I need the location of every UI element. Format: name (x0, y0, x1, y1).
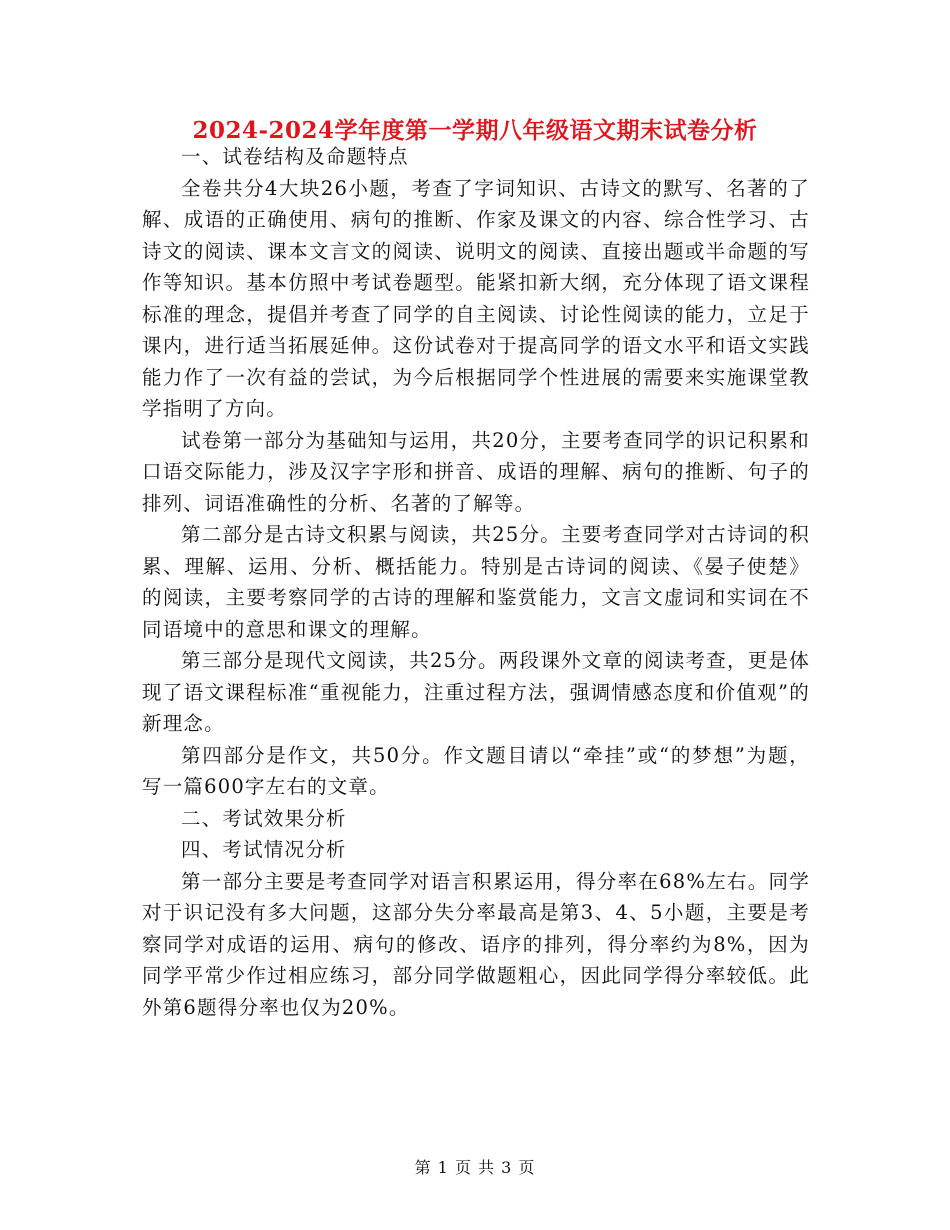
document-title: 2024-2024学年度第一学期八年级语文期末试卷分析 (192, 117, 758, 144)
section-heading-results: 二、考试效果分析 (181, 806, 347, 830)
document-body (142, 141, 810, 1023)
paragraph-situation-part-one: 第一部分主要是考查同学对语言积累运用，得分率在68%左右。同学对于识记没有多大问题，这部分失分率最高是第3、4、5小题，主要是考察同学对成语的运用、病句的修改、语序的排列，得分率约为8%，因为同学平常少作过相应练习，部分同学做题粗心，因此同学得分率较低。此外第6题得分率也仅为20%。 (142, 869, 810, 1019)
paragraph-part-two: 第二部分是古诗文积累与阅读，共25分。主要考查同学对古诗词的积累、理解、运用、分析、概括能力。特别是古诗词的阅读、《晏子使楚》的阅读，主要考察同学的古诗的理解和鉴赏能力，文言文虚词和实词在不同语境中的意思和课文的理解。 (142, 523, 810, 641)
paragraph-overview: 全卷共分4大块26小题，考查了字词知识、古诗文的默写、名著的了解、成语的正确使用、病句的推断、作家及课文的内容、综合性学习、古诗文的阅读、课本文言文的阅读、说明文的阅读、直接出题或半命题的写作等知识。基本仿照中考试卷题型。能紧扣新大纲，充分体现了语文课程标准的理念，提倡并考查了同学的自主阅读、讨论性阅读的能力，立足于课内，进行适当拓展延伸。这份试卷对于提高同学的语文水平和语文实践能力作了一次有益的尝试，为今后根据同学个性进展的需要来实施课堂教学指明了方向。 (142, 176, 810, 420)
section-heading-situation: 四、考试情况分析 (181, 838, 347, 861)
paragraph-part-four: 第四部分是作文，共50分。作文题目请以“牵挂”或“的梦想”为题，写一篇600字左右的文章。 (142, 743, 810, 798)
section-heading-structure: 一、试卷结构及命题特点 (181, 145, 409, 168)
paragraph-part-one: 试卷第一部分为基础知与运用，共20分，主要考查同学的识记积累和口语交际能力，涉及汉字字形和拼音、成语的理解、病句的推断、句子的排列、词语准确性的分析、名著的了解等。 (142, 428, 810, 515)
page-number-footer: 第 1 页 共 3 页 (414, 1158, 536, 1177)
paragraph-part-three: 第三部分是现代文阅读，共25分。两段课外文章的阅读考查，更是体现了语文课程标准“重视能力，注重过程方法，强调情感态度和价值观”的新理念。 (142, 649, 810, 735)
